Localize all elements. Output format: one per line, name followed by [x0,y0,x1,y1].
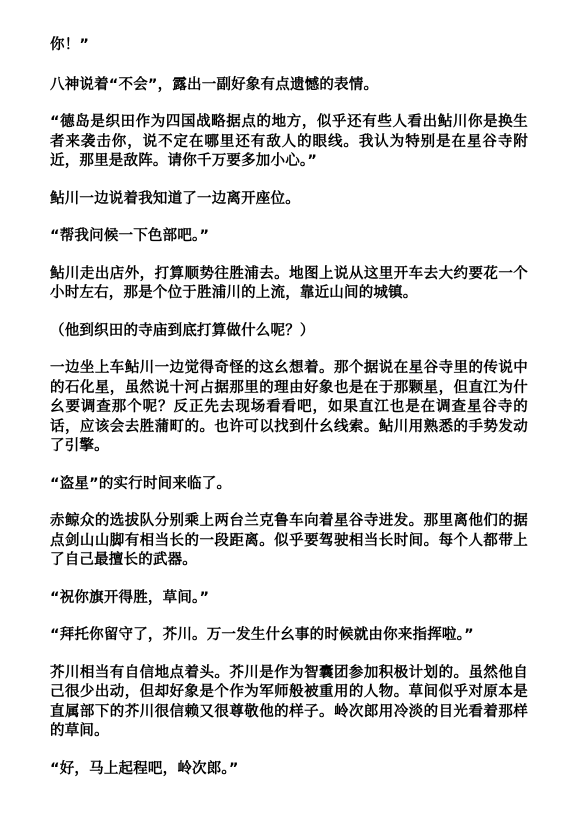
paragraph-2: 八神说着“不会”，露出一副好象有点遗憾的表情。 [50,76,379,93]
paragraph-1: 你！” [50,37,90,53]
paragraph-8: 一边坐上车鲇川一边觉得奇怪的这幺想着。那个据说在星谷寺里的传说中的石化星，虽然说十河占据那里的理由好象也是在于那颗星，但直江为什幺要调查那个呢？反正先去现场看看吧，如果直江也是在调查星谷寺的话，应该会去胜蒲町的。也许可以找到什幺线索。鲇川用熟悉的手势发动了引擎。 [50,360,528,454]
paragraph-3: “德岛是织田作为四国战略据点的地方，似乎还有些人看出鲇川你是换生者来袭击你，说不定在哪里还有敌人的眼线。我认为特别是在星谷寺附近，那里是敌阵。请你千万要多加小心。” [50,114,528,169]
paragraph-11: “祝你旗开得胜，草间。” [50,589,210,606]
paragraph-5: “帮我问候一下色部吧。” [50,228,210,244]
paragraph-12: “拜托你留守了，芥川。万一发生什幺事的时候就由你来指挥啦。” [50,627,474,643]
document-page [50,36,528,797]
paragraph-6: 鲇川走出店外，打算顺势往胜浦去。地图上说从这里开车去大约要花一个小时左右，那是个位于胜浦川的上流，靠近山间的城镇。 [50,265,528,301]
paragraph-14: “好，马上起程吧，岭次郎。” [50,760,239,777]
paragraph-13: 芥川相当有自信地点着头。芥川是作为智囊团参加积极计划的。虽然他自己很少出动，但却好象是个作为军师般被重用的人物。草间似乎对原本是直属部下的芥川很信赖又很尊敬他的样子。岭次郎用冷淡的目光看着那样的草间。 [50,664,528,739]
paragraph-4: 鲇川一边说着我知道了一边离开座位。 [50,190,300,207]
paragraph-10: 赤鲸众的选拔队分别乘上两台兰克鲁车向着星谷寺进发。那里离他们的据点剑山山脚有相当长的一段距离。似乎要驾驶相当长时间。每个人都带上了自己最擅长的武器。 [50,513,528,568]
paragraph-9: “盗星”的实行时间来临了。 [50,475,232,492]
paragraph-7: （他到织田的寺庙到底打算做什么呢？） [50,322,315,339]
